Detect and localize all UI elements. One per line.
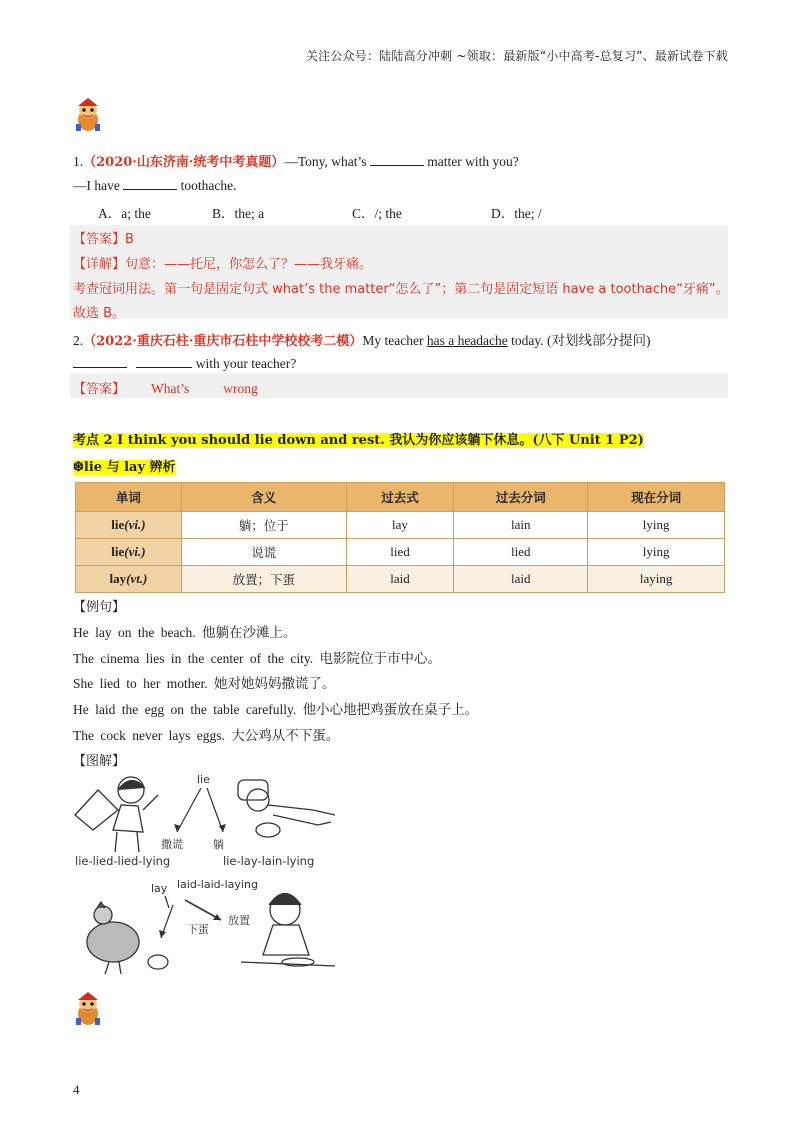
q1-number: 1. [73,154,84,169]
page-header: 关注公众号：陆陆高分冲刺 ~领取：最新版“小中高考-总复习”、最新试卷下载 [305,49,728,63]
q1-stem-b: matter with you? [427,154,519,169]
q1-stem [73,151,519,170]
table-cell-word [76,566,182,593]
q1-answer-box [70,225,728,319]
q2-line2-text: with your teacher? [195,356,297,371]
lie-lay-illustration [73,770,343,980]
boy-illustration [75,777,158,852]
q1-option-a[interactable]: A．a; the [98,206,151,221]
example-sentence: The cock never lays eggs. 大公鸡从不下蛋。 [73,728,340,743]
q2-source: （2022·重庆石柱·重庆市石柱中学校校考二模） [83,334,363,349]
q2-number: 2. [73,333,84,348]
table-cell: laying [588,566,725,593]
table-header: 单词 [76,483,182,512]
table-cell: 放置；下蛋 [181,566,346,593]
hen-illustration [87,902,139,974]
diag-put: 放置 [228,914,250,927]
q1-detail-2: 考查冠词用法。第一句是固定句式 what’s the matter“怎么了”；第二句是固定短语 have a toothache“牙痛”。 [73,282,729,297]
table-cell: lied [454,539,588,566]
table-cell-word [76,512,182,539]
q1-detail-3: 故选 B。 [73,306,126,321]
q2-blank-1[interactable] [73,355,127,368]
diag-lie-down: 躺 [213,838,224,851]
pos-text: (vi.) [124,544,146,559]
q1-line2 [73,177,236,194]
table-header: 过去式 [346,483,454,512]
q1-blank-2[interactable] [123,177,177,190]
lie-lay-table [75,482,725,593]
table-cell: 说谎 [181,539,346,566]
q1-stem-a: —Tony, what’s [284,154,367,169]
example-sentence: She lied to her mother. 她对她妈妈撒谎了。 [73,676,336,691]
table-cell: lying [588,539,725,566]
q2-answer [73,378,258,397]
diag-forms-1: lie-lied-lied-lying [75,854,171,868]
table-cell: lying [588,512,725,539]
q2-stem-b: today. (对划线部分提问) [511,333,651,348]
point2-subtitle [73,456,176,475]
q1-answer: 【答案】B [73,232,134,247]
word-text: lay [109,571,127,586]
q1-line2-a: —I have [73,178,120,193]
girl-table-illustration [241,894,335,967]
diag-lie: lie [197,773,210,786]
egg-icon [148,955,168,969]
example-sentence: The cinema lies in the center of the city. 电影院位于市中心。 [73,651,442,666]
q1-option-b[interactable]: B．the; a [212,206,265,221]
point2-title-text: 考点 2 I think you should lie down and rest. 我认为你应该躺下休息。(八下 Unit 1 P2) [73,433,644,448]
word-text: lie [111,544,125,559]
point2-subtitle-text: ❆lie 与 lay 辨析 [73,460,176,475]
q2-stem-a: My teacher [362,333,424,348]
pos-text: (vt.) [126,571,148,586]
q1-blank-1[interactable] [370,153,424,166]
table-cell-word [76,539,182,566]
word-text: lie [111,517,125,532]
table-cell: lain [454,512,588,539]
table-cell: laid [454,566,588,593]
table-cell: laid [346,566,454,593]
q2-line2 [73,355,296,372]
example-sentence: He laid the egg on the table carefully. 他小心地把鸡蛋放在桌子上。 [73,702,479,717]
pos-text: (vi.) [124,517,146,532]
table-header-row [76,483,725,512]
diag-lay: lay [151,882,168,895]
diag-egg: 下蛋 [187,923,209,936]
diag-lay-forms: laid-laid-laying [177,878,258,891]
diag-liar: 撒谎 [161,838,183,851]
table-cell: lied [346,539,454,566]
table-row [76,566,725,593]
mascot-icon [73,98,103,132]
q1-source: （2020·山东济南·统考中考真题） [83,155,285,170]
diag-forms-2: lie-lay-lain-lying [223,854,315,868]
table-header: 过去分词 [454,483,588,512]
q2-answer-1: What’s [151,381,190,396]
diagram-label: 【图解】 [73,754,126,769]
q2-answer-2: wrong [223,381,258,396]
q2-stem [73,329,651,349]
q1-line2-b: toothache. [180,178,237,193]
q1-option-d[interactable]: D．the; / [491,206,542,221]
q2-underlined: has a headache [426,333,508,348]
q2-blank-2[interactable] [136,355,192,368]
q2-answer-label: 【答案】 [73,382,126,397]
examples-label: 【例句】 [73,600,126,615]
table-header: 现在分词 [588,483,725,512]
table-cell: lay [346,512,454,539]
point2-title [73,429,644,448]
q1-detail-1: 【详解】句意：——托尼，你怎么了？——我牙痛。 [73,257,373,272]
example-sentence: He lay on the beach. 他躺在沙滩上。 [73,625,297,640]
table-row [76,539,725,566]
page-number: 4 [73,1082,80,1097]
table-row [76,512,725,539]
girl-illustration [238,780,335,837]
mascot-icon [73,992,103,1026]
q1-option-c[interactable]: C．/; the [352,206,402,221]
table-cell: 躺；位于 [181,512,346,539]
table-header: 含义 [181,483,346,512]
